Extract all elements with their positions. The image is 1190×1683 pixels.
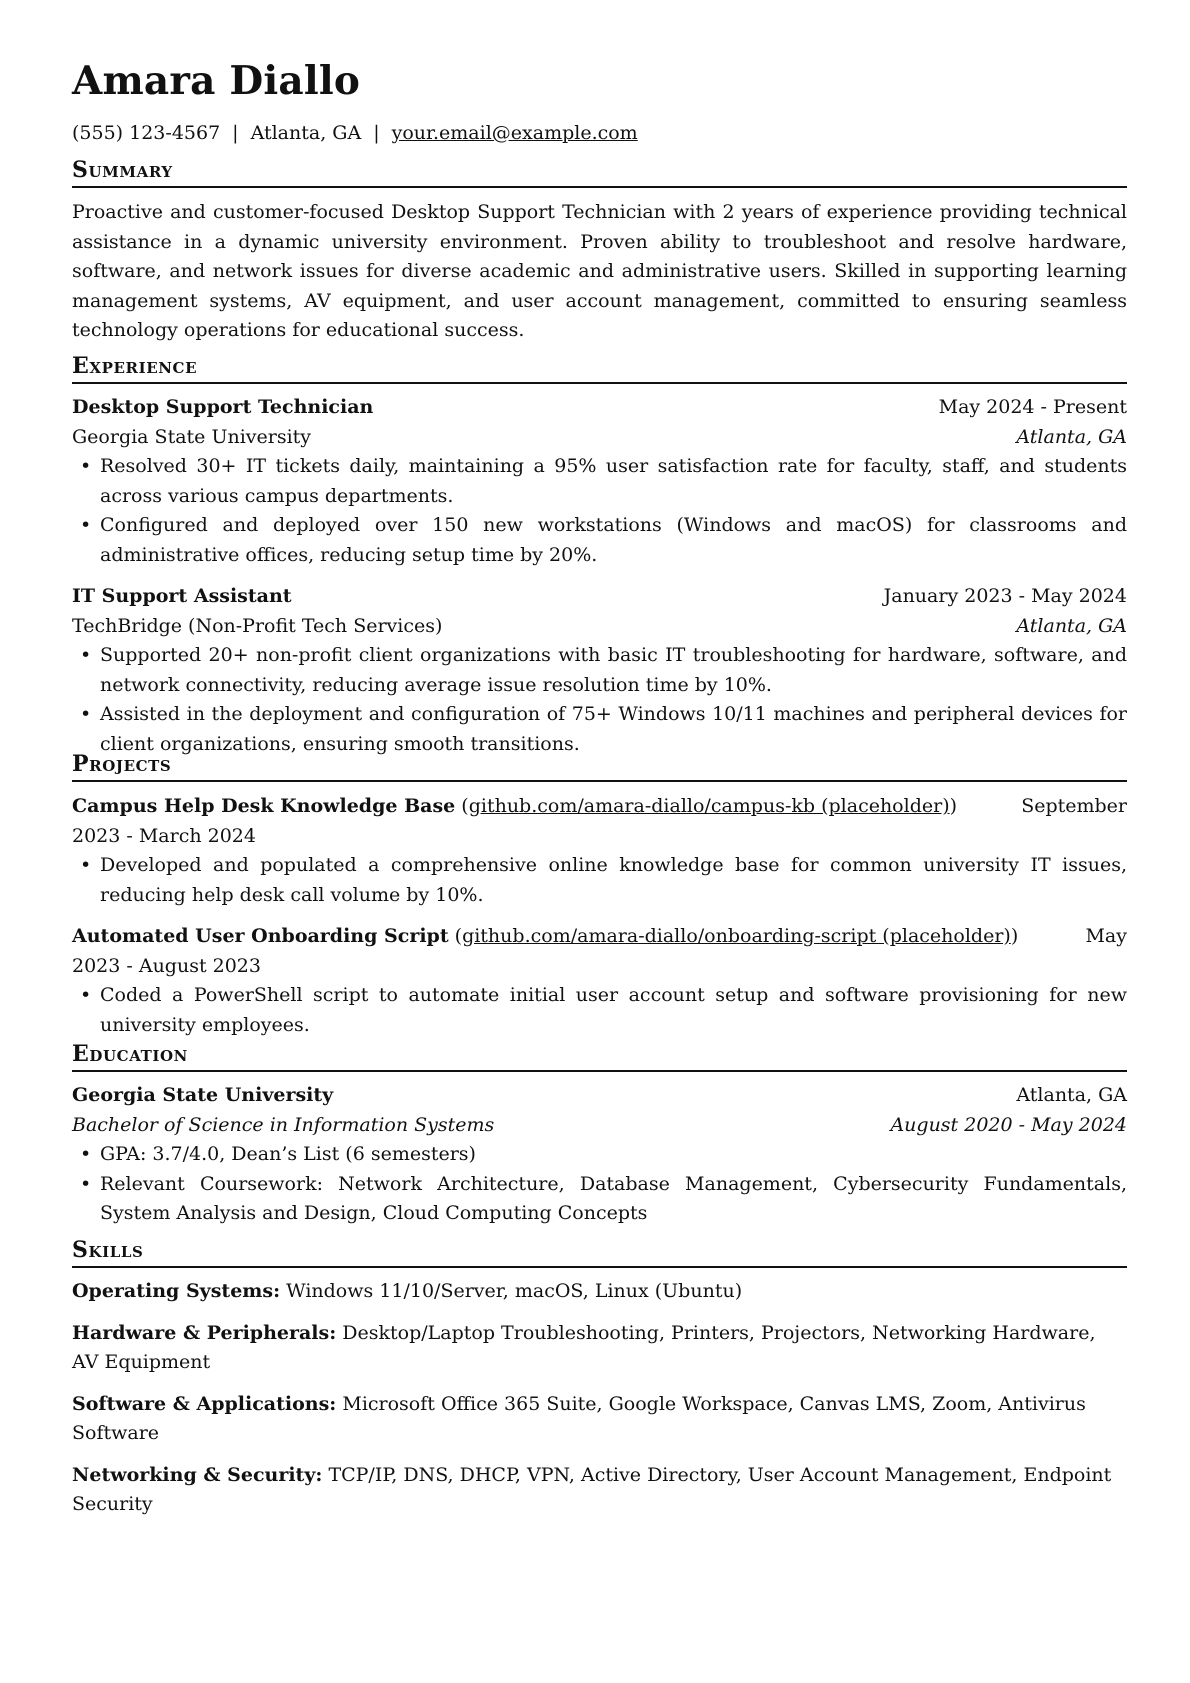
contact-line: [72, 122, 638, 144]
job-location: Atlanta, GA: [1016, 425, 1127, 448]
job-bullets: [72, 452, 1127, 570]
location: Atlanta, GA: [250, 122, 362, 144]
project-dates-end: 2023 - August 2023: [72, 954, 261, 977]
section-title-projects: Projects: [72, 752, 1127, 782]
project-dates-start: May: [1085, 925, 1127, 947]
list-item: • Supported 20+ non-profit client organizations with basic IT troubleshooting for hardware, software, and network connectivity, reducing average issue resolution time by 10%.: [72, 641, 1127, 700]
section-title-education: Education: [72, 1042, 1127, 1072]
skill-label: Operating Systems:: [72, 1280, 281, 1302]
separator: |: [232, 122, 239, 144]
section-title-skills: Skills: [72, 1238, 1127, 1268]
project-entry: Campus Help Desk Knowledge Base (github.com/amara-diallo/campus-kb (placeholder)) September 2023 - March 2024 • Developed and populated a comprehensive online knowledge base for common university IT issues, reducing help desk call volume by 10%.: [72, 792, 1127, 910]
projects-list: [72, 792, 1127, 1040]
skill-line: [72, 1277, 1127, 1307]
skills-list: [72, 1277, 1127, 1532]
skill-value: Microsoft Office 365 Suite, Google Workspace, Canvas LMS, Zoom, Antivirus Software: [72, 1392, 1086, 1444]
section-title-summary: Summary: [72, 158, 1127, 188]
skill-label: Networking & Security:: [72, 1463, 323, 1486]
project-link[interactable]: github.com/amara-diallo/onboarding-script (placeholder): [462, 925, 1011, 947]
skill-label: Hardware & Peripherals:: [72, 1321, 337, 1344]
job-org: Georgia State University: [72, 425, 312, 448]
list-item: • GPA: 3.7/4.0, Dean’s List (6 semesters): [72, 1140, 1127, 1170]
job-entry: [72, 582, 1127, 759]
education-bullets: [72, 1140, 1127, 1229]
list-item: • Developed and populated a comprehensive online knowledge base for common university IT issues, reducing help desk call volume by 10%.: [72, 851, 1127, 910]
project-name: Automated User Onboarding Script: [72, 925, 449, 947]
job-role: Desktop Support Technician: [72, 396, 374, 418]
project-entry: Automated User Onboarding Script (github.com/amara-diallo/onboarding-script (placeholder)) May 2023 - August 2023 • Coded a PowerShell script to automate initial user account setup and software provisioning for new university employees.: [72, 922, 1127, 1040]
skill-value: Desktop/Laptop Troubleshooting, Printers, Projectors, Networking Hardware, AV Equipment: [72, 1321, 1096, 1373]
section-title-experience: Experience: [72, 354, 1127, 384]
list-item: • Coded a PowerShell script to automate initial user account setup and software provisioning for new university employees.: [72, 981, 1127, 1040]
skill-label: Software & Applications:: [72, 1392, 337, 1415]
job-dates: January 2023 - May 2024: [883, 585, 1127, 607]
education-entry: [72, 1081, 1127, 1229]
list-item: • Assisted in the deployment and configuration of 75+ Windows 10/11 machines and peripheral devices for client organizations, ensuring smooth transitions.: [72, 700, 1127, 759]
candidate-name: Amara Diallo: [72, 58, 361, 104]
phone: (555) 123-4567: [72, 122, 221, 144]
list-item: • Relevant Coursework: Network Architecture, Database Management, Cybersecurity Fundamentals, System Analysis and Design, Cloud Computing Concepts: [72, 1170, 1127, 1229]
job-bullets: [72, 641, 1127, 759]
experience-list: [72, 393, 1127, 759]
skill-line: [72, 1390, 1127, 1449]
list-item: • Configured and deployed over 150 new workstations (Windows and macOS) for classrooms and administrative offices, reducing setup time by 20%.: [72, 511, 1127, 570]
job-role: IT Support Assistant: [72, 585, 292, 607]
list-item: • Resolved 30+ IT tickets daily, maintaining a 95% user satisfaction rate for faculty, staff, and students across various campus departments.: [72, 452, 1127, 511]
school-name: Georgia State University: [72, 1084, 334, 1106]
project-bullets: [72, 851, 1127, 910]
job-dates: May 2024 - Present: [938, 396, 1127, 418]
job-location: Atlanta, GA: [1016, 614, 1127, 637]
skill-value: Windows 11/10/Server, macOS, Linux (Ubuntu): [286, 1280, 743, 1302]
skill-line: [72, 1319, 1127, 1378]
email-link[interactable]: your.email@example.com: [391, 122, 638, 144]
degree: Bachelor of Science in Information Systems: [72, 1113, 495, 1136]
job-org: TechBridge (Non-Profit Tech Services): [72, 614, 443, 637]
separator: |: [373, 122, 380, 144]
project-dates-end: 2023 - March 2024: [72, 824, 256, 847]
job-entry: [72, 393, 1127, 570]
project-link[interactable]: github.com/amara-diallo/campus-kb (placeholder): [468, 795, 950, 817]
skill-line: [72, 1461, 1127, 1520]
education-dates: August 2020 - May 2024: [890, 1113, 1127, 1136]
school-location: Atlanta, GA: [1016, 1084, 1127, 1106]
project-dates-start: September: [1021, 795, 1127, 817]
project-bullets: [72, 981, 1127, 1040]
project-name: Campus Help Desk Knowledge Base: [72, 795, 456, 817]
summary-text: Proactive and customer-focused Desktop Support Technician with 2 years of experience providing technical assistance in a dynamic university environment. Proven ability to troubleshoot and resolve hardware, software, and network issues for diverse academic and administrative users. Skilled in supporting learning management systems, AV equipment, and user account management, committed to ensuring seamless technology operations for educational success.: [72, 201, 1127, 341]
skill-value: TCP/IP, DNS, DHCP, VPN, Active Directory, User Account Management, Endpoint Security: [72, 1463, 1112, 1515]
